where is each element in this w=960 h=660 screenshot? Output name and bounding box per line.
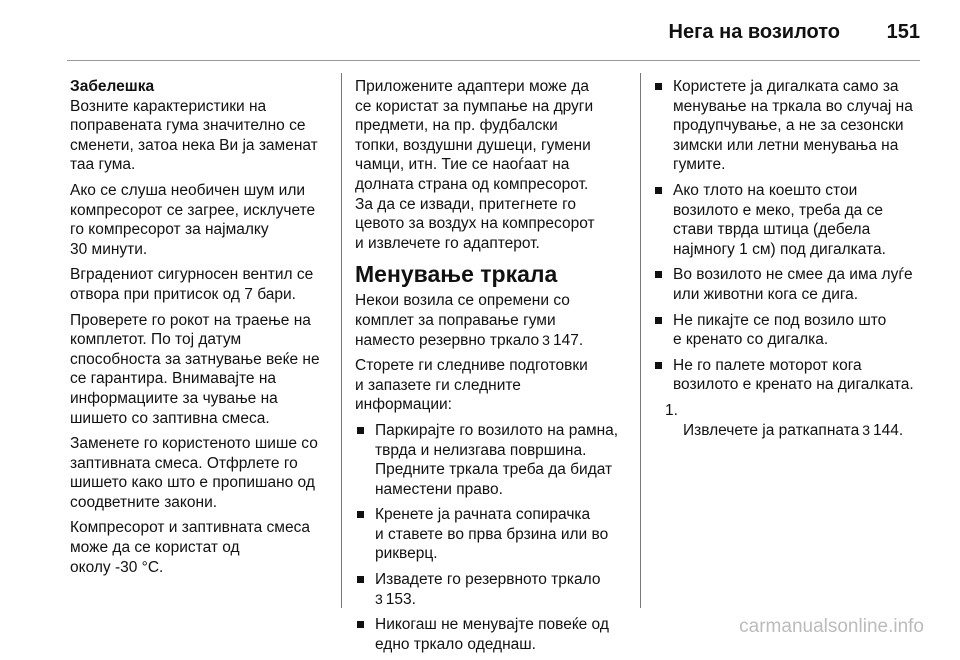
list-item	[355, 570, 627, 609]
list-item: Користете ја дигалката само за менување на тркала во случај на продупчување, а не за сезонски зимски или летни менувања на гумите.	[653, 77, 928, 175]
page-reference[interactable]: 144.	[873, 421, 904, 439]
paragraph-text: Некои возила се опремени со комплет за поправање гуми наместо резервно тркало	[355, 292, 570, 349]
column-2	[355, 77, 627, 660]
numbered-step-1	[653, 401, 928, 440]
column-divider-1	[341, 73, 342, 608]
list-item-text: Кренете ја рачната сопирачка и ставете во прва брзина или во рикверц.	[375, 506, 609, 563]
paragraph: Проверете го рокот на траење на комплетот. По тој датум способноста за затнување веќе не се гарантира. Внимавајте на информациите за чување на шишето со заптивна смеса.	[70, 311, 320, 427]
page-reference-icon: 3	[542, 331, 550, 348]
step-text: Извлечете ја раткапната	[683, 421, 860, 439]
list-item: Ако тлото на коешто стои возилото е меко, треба да се стави тврда штица (дебела најмногу 1 см) под дигалката.	[653, 181, 928, 259]
list-item: Не пикајте се под возило што е кренато со дигалка.	[653, 311, 928, 350]
column-divider-2	[640, 73, 641, 608]
page-reference[interactable]: 147.	[552, 331, 584, 349]
page-header-title: Нега на возилото	[668, 21, 840, 43]
page-number: 151	[886, 21, 920, 43]
preparation-paragraph: Сторете ги следниве подготовки и запазете ги следните информации:	[355, 357, 588, 414]
repair-kit-paragraph	[355, 291, 627, 350]
list-item	[355, 505, 627, 564]
paragraph: Возните карактеристики на поправената гума значително се сменети, затоа нека Ви ја заменат таа гума.	[70, 97, 318, 174]
list-item-text: Никогаш не менувајте повеќе од едно тркало одеднаш.	[375, 616, 609, 653]
list-item: Не го палете моторот кога возилото е кренато на дигалката.	[653, 356, 928, 395]
list-item: Во возилото не смее да има луѓе или животни кога се дига.	[653, 265, 928, 304]
page-reference[interactable]: 153.	[385, 590, 416, 608]
preparation-list	[355, 421, 627, 655]
watermark: carmanualsonline.info	[739, 616, 924, 637]
paragraph: Заменете го користеното шише со заптивната смеса. Отфрлете го шишето како што е пропишано од соодветните закони.	[70, 435, 318, 511]
section-heading: Менување тркала	[355, 261, 558, 288]
list-item-text: Извадете го резервното тркало	[375, 571, 601, 589]
page-reference-icon: 3	[375, 590, 383, 607]
step-number: 1.	[665, 401, 678, 419]
adapter-paragraph: Приложените адаптери може да се користат за пумпање на други предмети, на пр. фудбалски топки, воздушни душеци, гумени чамци, итн. Тие се наоѓаат на долната страна од компресорот. За да се извади, притегнете го цевото за воздух на компресорот и извлечете го адаптерот.	[355, 78, 595, 252]
jack-safety-list	[653, 77, 928, 395]
paragraph: Вградениот сигурносен вентил се отвора при притисок од 7 бари.	[70, 266, 314, 303]
column-1	[70, 77, 332, 583]
paragraph: Ако се слуша необичен шум или компресорот се загрее, исклучете го компресорот за најмалку 30 минути.	[70, 181, 316, 258]
list-item	[355, 421, 627, 499]
list-item	[355, 615, 627, 654]
list-item-text: Паркирајте го возилото на рамна, тврда и нелизгава површина. Предните тркала треба да бидат наместени право.	[375, 421, 619, 498]
note-title: Забелешка	[70, 78, 155, 95]
header-divider	[67, 60, 920, 61]
paragraph: Компресорот и заптивната смеса може да се користат од околу -30 °C.	[70, 519, 310, 576]
page-reference-icon: 3	[862, 421, 870, 438]
column-3	[653, 77, 928, 440]
